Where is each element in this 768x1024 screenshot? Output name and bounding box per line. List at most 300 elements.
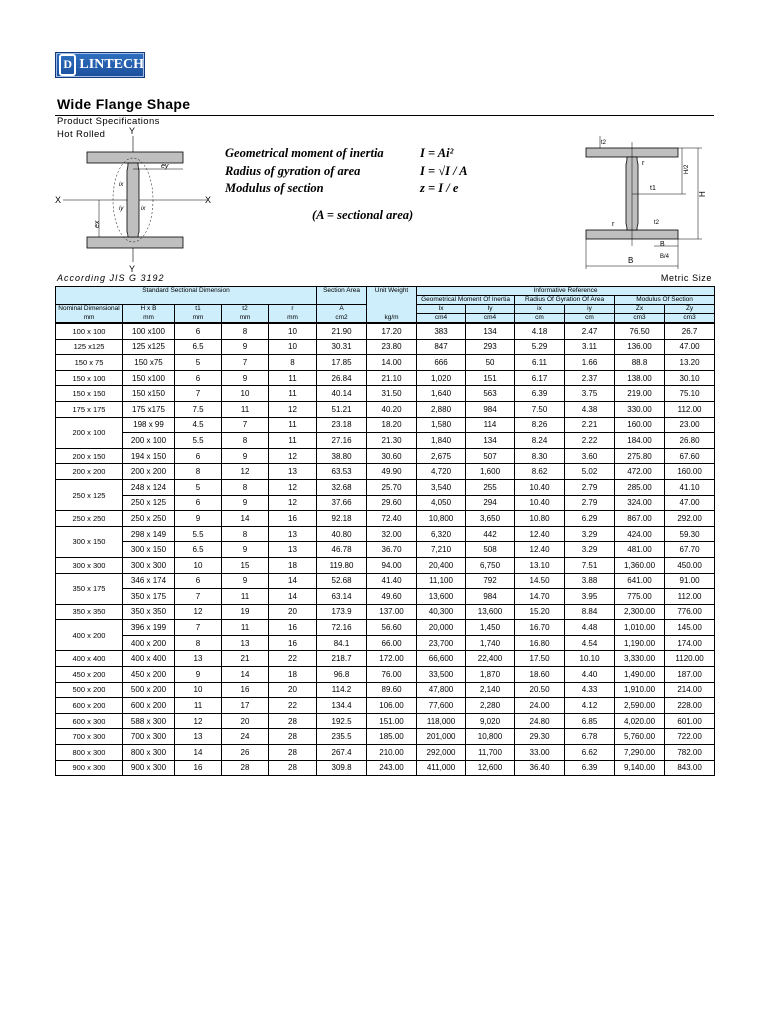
table-cell: 10.10: [565, 651, 615, 667]
table-cell: 293: [466, 339, 515, 355]
unit-mm: mm: [222, 314, 269, 324]
table-row: [56, 760, 715, 776]
table-cell: 1120.00: [665, 651, 715, 667]
table-cell: 14: [222, 511, 269, 527]
formula-radius-eq: I = √I / A: [420, 164, 468, 178]
table-cell: 14: [269, 589, 317, 605]
table-cell: 6.39: [515, 386, 565, 402]
table-cell: 112.00: [665, 401, 715, 417]
nominal-cell: 700 x 300: [56, 729, 123, 745]
table-cell: 3.11: [565, 339, 615, 355]
table-cell: 75.10: [665, 386, 715, 402]
table-cell: 47,800: [417, 682, 466, 698]
table-cell: 119.80: [317, 557, 367, 573]
table-cell: 3.29: [565, 542, 615, 558]
ey-label: ey: [161, 163, 169, 170]
table-cell: 14.70: [515, 589, 565, 605]
table-cell: 400 x 200: [123, 635, 175, 651]
table-cell: 8: [222, 479, 269, 495]
ix-label-2: ix: [119, 182, 124, 188]
t2-top-label: t2: [601, 140, 607, 146]
table-cell: 3.75: [565, 386, 615, 402]
table-cell: 19: [222, 604, 269, 620]
right-beam-diagram: [570, 134, 715, 274]
table-cell: 9: [222, 542, 269, 558]
unit-mm: mm: [56, 314, 123, 324]
table-cell: 17.20: [367, 323, 417, 339]
table-cell: 400 x 400: [123, 651, 175, 667]
table-cell: 1,190.00: [615, 635, 665, 651]
table-cell: 51.21: [317, 401, 367, 417]
left-beam-diagram: [55, 124, 225, 274]
table-cell: 411,000: [417, 760, 466, 776]
table-row: [56, 745, 715, 761]
table-cell: 11: [222, 401, 269, 417]
table-cell: 294: [466, 495, 515, 511]
table-cell: 11: [269, 417, 317, 433]
nominal-cell: 500 x 200: [56, 682, 123, 698]
table-cell: 194 x 150: [123, 448, 175, 464]
table-cell: 23.18: [317, 417, 367, 433]
table-row: [56, 635, 715, 651]
table-cell: 6: [175, 573, 222, 589]
table-cell: 1,910.00: [615, 682, 665, 698]
table-cell: 11: [222, 620, 269, 636]
table-cell: 18: [269, 667, 317, 683]
table-cell: 383: [417, 323, 466, 339]
unit-mm: mm: [175, 314, 222, 324]
ex-label: ex: [94, 220, 101, 228]
table-cell: 150 x150: [123, 386, 175, 402]
table-cell: 3,330.00: [615, 651, 665, 667]
table-cell: 16: [269, 635, 317, 651]
table-cell: 601.00: [665, 713, 715, 729]
nominal-cell: 600 x 300: [56, 713, 123, 729]
table-cell: 23,700: [417, 635, 466, 651]
nominal-cell: 800 x 300: [56, 745, 123, 761]
table-cell: 900 x 300: [123, 760, 175, 776]
table-cell: 346 x 174: [123, 573, 175, 589]
table-cell: 228.00: [665, 698, 715, 714]
table-row: [56, 651, 715, 667]
table-cell: 36.40: [515, 760, 565, 776]
table-cell: 47.00: [665, 495, 715, 511]
table-cell: 21.10: [367, 370, 417, 386]
table-cell: 10: [269, 323, 317, 339]
table-cell: 175 x175: [123, 401, 175, 417]
table-cell: 7: [222, 417, 269, 433]
table-cell: 150 x75: [123, 355, 175, 371]
header-blank: [367, 296, 417, 305]
table-cell: 267.4: [317, 745, 367, 761]
header-hxb: H x B: [123, 305, 175, 314]
unit-cm2: cm2: [317, 314, 367, 324]
table-row: [56, 339, 715, 355]
table-cell: 450.00: [665, 557, 715, 573]
table-cell: 21.90: [317, 323, 367, 339]
table-cell: 26.7: [665, 323, 715, 339]
header-blank: [367, 305, 417, 314]
table-row: [56, 464, 715, 480]
table-cell: 46.78: [317, 542, 367, 558]
table-cell: 10: [222, 386, 269, 402]
table-cell: 201,000: [417, 729, 466, 745]
table-cell: 8.62: [515, 464, 565, 480]
table-cell: 4.54: [565, 635, 615, 651]
table-cell: 1,020: [417, 370, 466, 386]
table-cell: 292.00: [665, 511, 715, 527]
table-cell: 15.20: [515, 604, 565, 620]
table-cell: 40,300: [417, 604, 466, 620]
table-cell: 6,320: [417, 526, 466, 542]
table-row: [56, 713, 715, 729]
table-cell: 77,600: [417, 698, 466, 714]
table-cell: 8: [222, 433, 269, 449]
unit-cm3: cm3: [615, 314, 665, 324]
table-cell: 12.40: [515, 526, 565, 542]
sectional-area-note: (A = sectional area): [312, 208, 414, 222]
table-header: [56, 287, 715, 324]
table-cell: 91.00: [665, 573, 715, 589]
table-cell: 309.8: [317, 760, 367, 776]
table-cell: 6.85: [565, 713, 615, 729]
table-cell: 29.60: [367, 495, 417, 511]
nominal-cell: 150 x 100: [56, 370, 123, 386]
table-cell: 500 x 200: [123, 682, 175, 698]
table-cell: 29.30: [515, 729, 565, 745]
table-cell: 11,700: [466, 745, 515, 761]
table-cell: 20: [269, 682, 317, 698]
table-cell: 243.00: [367, 760, 417, 776]
table-cell: 12: [269, 479, 317, 495]
table-cell: 3,540: [417, 479, 466, 495]
table-cell: 6,750: [466, 557, 515, 573]
table-row: [56, 511, 715, 527]
table-cell: 59.30: [665, 526, 715, 542]
table-cell: 563: [466, 386, 515, 402]
table-cell: 9: [222, 448, 269, 464]
table-cell: 30.10: [665, 370, 715, 386]
table-cell: 7.5: [175, 401, 222, 417]
table-cell: 14.00: [367, 355, 417, 371]
table-cell: 136.00: [615, 339, 665, 355]
table-cell: 8: [269, 355, 317, 371]
table-cell: 184.00: [615, 433, 665, 449]
table-cell: 134: [466, 433, 515, 449]
table-cell: 275.80: [615, 448, 665, 464]
unit-cm3: cm3: [665, 314, 715, 324]
table-cell: 17.50: [515, 651, 565, 667]
table-cell: 63.53: [317, 464, 367, 480]
table-cell: 28: [269, 760, 317, 776]
product-specs-label: Product Specifications: [57, 116, 160, 127]
nominal-cell: 250 x 125: [56, 479, 123, 510]
table-cell: 2,880: [417, 401, 466, 417]
table-cell: 16: [269, 511, 317, 527]
table-cell: 17: [222, 698, 269, 714]
table-row: [56, 542, 715, 558]
table-cell: 235.5: [317, 729, 367, 745]
table-cell: 6: [175, 323, 222, 339]
table-cell: 6: [175, 370, 222, 386]
h-label: H: [698, 191, 707, 197]
table-cell: 20.50: [515, 682, 565, 698]
table-cell: 14: [222, 667, 269, 683]
header-zx: Zx: [615, 305, 665, 314]
table-cell: 7: [222, 355, 269, 371]
table-cell: 11,100: [417, 573, 466, 589]
table-cell: 28: [269, 745, 317, 761]
table-cell: 350 x 175: [123, 589, 175, 605]
table-cell: 7: [175, 386, 222, 402]
table-cell: 984: [466, 589, 515, 605]
table-cell: 23.00: [665, 417, 715, 433]
table-row: [56, 495, 715, 511]
table-cell: 145.00: [665, 620, 715, 636]
logo-mark: D: [59, 54, 76, 76]
nominal-cell: 200 x 150: [56, 448, 123, 464]
table-cell: 20: [269, 604, 317, 620]
table-cell: 12,600: [466, 760, 515, 776]
nominal-cell: 600 x 200: [56, 698, 123, 714]
table-cell: 49.60: [367, 589, 417, 605]
table-cell: 1,450: [466, 620, 515, 636]
table-cell: 3,650: [466, 511, 515, 527]
table-cell: 11: [269, 386, 317, 402]
table-cell: 118,000: [417, 713, 466, 729]
table-cell: 600 x 200: [123, 698, 175, 714]
x-axis-right-label: X: [205, 195, 212, 205]
table-cell: 4.38: [565, 401, 615, 417]
table-cell: 47.00: [665, 339, 715, 355]
table-cell: 49.90: [367, 464, 417, 480]
table-cell: 13: [175, 729, 222, 745]
table-cell: 12: [175, 604, 222, 620]
nominal-cell: 200 x 200: [56, 464, 123, 480]
table-cell: 18.20: [367, 417, 417, 433]
table-cell: 63.14: [317, 589, 367, 605]
table-cell: 847: [417, 339, 466, 355]
table-cell: 22: [269, 698, 317, 714]
unit-cm4: cm4: [417, 314, 466, 324]
table-cell: 38.80: [317, 448, 367, 464]
table-cell: 172.00: [367, 651, 417, 667]
table-cell: 13,600: [466, 604, 515, 620]
r-bottom-label: r: [612, 221, 615, 228]
table-cell: 160.00: [665, 464, 715, 480]
table-row: [56, 573, 715, 589]
table-cell: 3.29: [565, 526, 615, 542]
table-cell: 138.00: [615, 370, 665, 386]
nominal-cell: 900 x 300: [56, 760, 123, 776]
table-cell: 150 x100: [123, 370, 175, 386]
table-cell: 1,580: [417, 417, 466, 433]
table-cell: 8: [175, 635, 222, 651]
table-row: [56, 682, 715, 698]
formula-modulus-label: Modulus of section: [225, 181, 324, 195]
table-cell: 12: [175, 713, 222, 729]
table-cell: 11: [222, 589, 269, 605]
table-cell: 7: [175, 589, 222, 605]
table-cell: 84.1: [317, 635, 367, 651]
table-cell: 10: [175, 557, 222, 573]
nominal-cell: 350 x 350: [56, 604, 123, 620]
table-cell: 94.00: [367, 557, 417, 573]
unit-mm: mm: [123, 314, 175, 324]
table-row: [56, 604, 715, 620]
table-cell: 1.66: [565, 355, 615, 371]
header-section-area: Section Area: [317, 287, 367, 296]
table-cell: 300 x 300: [123, 557, 175, 573]
table-cell: 5.5: [175, 526, 222, 542]
header-iy-moment: Iy: [466, 305, 515, 314]
header-blank: [56, 296, 317, 305]
table-cell: 2.22: [565, 433, 615, 449]
table-cell: 7.50: [515, 401, 565, 417]
table-cell: 10: [175, 682, 222, 698]
table-row: [56, 386, 715, 402]
table-cell: 15: [222, 557, 269, 573]
header-geom-inertia: Geometrical Moment Of Inertia: [417, 296, 515, 305]
table-cell: 442: [466, 526, 515, 542]
nominal-cell: 350 x 175: [56, 573, 123, 604]
table-cell: 4.48: [565, 620, 615, 636]
header-ix-moment: Ix: [417, 305, 466, 314]
table-cell: 210.00: [367, 745, 417, 761]
table-row: [56, 729, 715, 745]
table-cell: 9: [222, 573, 269, 589]
table-cell: 9: [175, 667, 222, 683]
table-cell: 10,800: [466, 729, 515, 745]
header-t2: t2: [222, 305, 269, 314]
table-row: [56, 417, 715, 433]
table-cell: 24: [222, 729, 269, 745]
table-cell: 31.50: [367, 386, 417, 402]
table-cell: 11: [175, 698, 222, 714]
table-cell: 219.00: [615, 386, 665, 402]
table-cell: 8.24: [515, 433, 565, 449]
table-cell: 666: [417, 355, 466, 371]
table-cell: 285.00: [615, 479, 665, 495]
table-cell: 151: [466, 370, 515, 386]
table-cell: 28: [269, 729, 317, 745]
table-cell: 5.29: [515, 339, 565, 355]
table-cell: 72.16: [317, 620, 367, 636]
nominal-cell: 400 x 200: [56, 620, 123, 651]
table-cell: 1,640: [417, 386, 466, 402]
header-iy-radius: iy: [565, 305, 615, 314]
table-cell: 12.40: [515, 542, 565, 558]
table-cell: 2.37: [565, 370, 615, 386]
table-row: [56, 698, 715, 714]
table-cell: 134: [466, 323, 515, 339]
table-body: [56, 323, 715, 776]
table-cell: 10,800: [417, 511, 466, 527]
header-a: A: [317, 305, 367, 314]
table-cell: 40.80: [317, 526, 367, 542]
table-cell: 14.50: [515, 573, 565, 589]
table-row: [56, 355, 715, 371]
table-cell: 26: [222, 745, 269, 761]
unit-cm4: cm4: [466, 314, 515, 324]
table-cell: 700 x 300: [123, 729, 175, 745]
table-cell: 56.60: [367, 620, 417, 636]
table-cell: 33.00: [515, 745, 565, 761]
table-cell: 7: [175, 620, 222, 636]
nominal-cell: 300 x 300: [56, 557, 123, 573]
table-cell: 20,000: [417, 620, 466, 636]
table-cell: 198 x 99: [123, 417, 175, 433]
table-cell: 481.00: [615, 542, 665, 558]
table-cell: 984: [466, 401, 515, 417]
table-cell: 30.60: [367, 448, 417, 464]
table-cell: 50: [466, 355, 515, 371]
table-cell: 66.00: [367, 635, 417, 651]
table-cell: 9: [222, 370, 269, 386]
table-cell: 792: [466, 573, 515, 589]
lintech-logo: [55, 52, 145, 78]
table-cell: 24.80: [515, 713, 565, 729]
table-cell: 92.18: [317, 511, 367, 527]
table-cell: 173.9: [317, 604, 367, 620]
table-cell: 13.10: [515, 557, 565, 573]
table-cell: 1,490.00: [615, 667, 665, 683]
table-cell: 1,600: [466, 464, 515, 480]
header-r: r: [269, 305, 317, 314]
table-cell: 350 x 350: [123, 604, 175, 620]
table-cell: 23.80: [367, 339, 417, 355]
hot-rolled-label: Hot Rolled: [57, 129, 106, 140]
table-cell: 472.00: [615, 464, 665, 480]
table-cell: 8: [222, 323, 269, 339]
table-cell: 588 x 300: [123, 713, 175, 729]
table-row: [56, 433, 715, 449]
table-cell: 200 x 100: [123, 433, 175, 449]
table-cell: 867.00: [615, 511, 665, 527]
table-row: [56, 448, 715, 464]
table-cell: 298 x 149: [123, 526, 175, 542]
header-blank: [317, 296, 367, 305]
table-cell: 214.00: [665, 682, 715, 698]
table-cell: 41.40: [367, 573, 417, 589]
y-axis-bottom-label: Y: [129, 264, 136, 274]
table-cell: 10.80: [515, 511, 565, 527]
table-cell: 40.14: [317, 386, 367, 402]
table-cell: 1,010.00: [615, 620, 665, 636]
table-cell: 9: [222, 495, 269, 511]
table-cell: 843.00: [665, 760, 715, 776]
table-cell: 160.00: [615, 417, 665, 433]
table-cell: 330.00: [615, 401, 665, 417]
table-cell: 6.5: [175, 339, 222, 355]
table-cell: 6.17: [515, 370, 565, 386]
b-label: B: [660, 241, 665, 248]
wide-flange-spec-table: [55, 286, 715, 776]
table-cell: 782.00: [665, 745, 715, 761]
nominal-cell: 100 x 100: [56, 323, 123, 339]
y-axis-top-label: Y: [129, 126, 136, 136]
table-cell: 16: [269, 620, 317, 636]
unit-cm: cm: [565, 314, 615, 324]
table-cell: 112.00: [665, 589, 715, 605]
table-cell: 8: [222, 526, 269, 542]
table-cell: 508: [466, 542, 515, 558]
header-std-dimension: Standard Sectional Dimension: [56, 287, 317, 296]
table-cell: 10.40: [515, 495, 565, 511]
table-cell: 151.00: [367, 713, 417, 729]
table-cell: 26.80: [665, 433, 715, 449]
table-cell: 40.20: [367, 401, 417, 417]
